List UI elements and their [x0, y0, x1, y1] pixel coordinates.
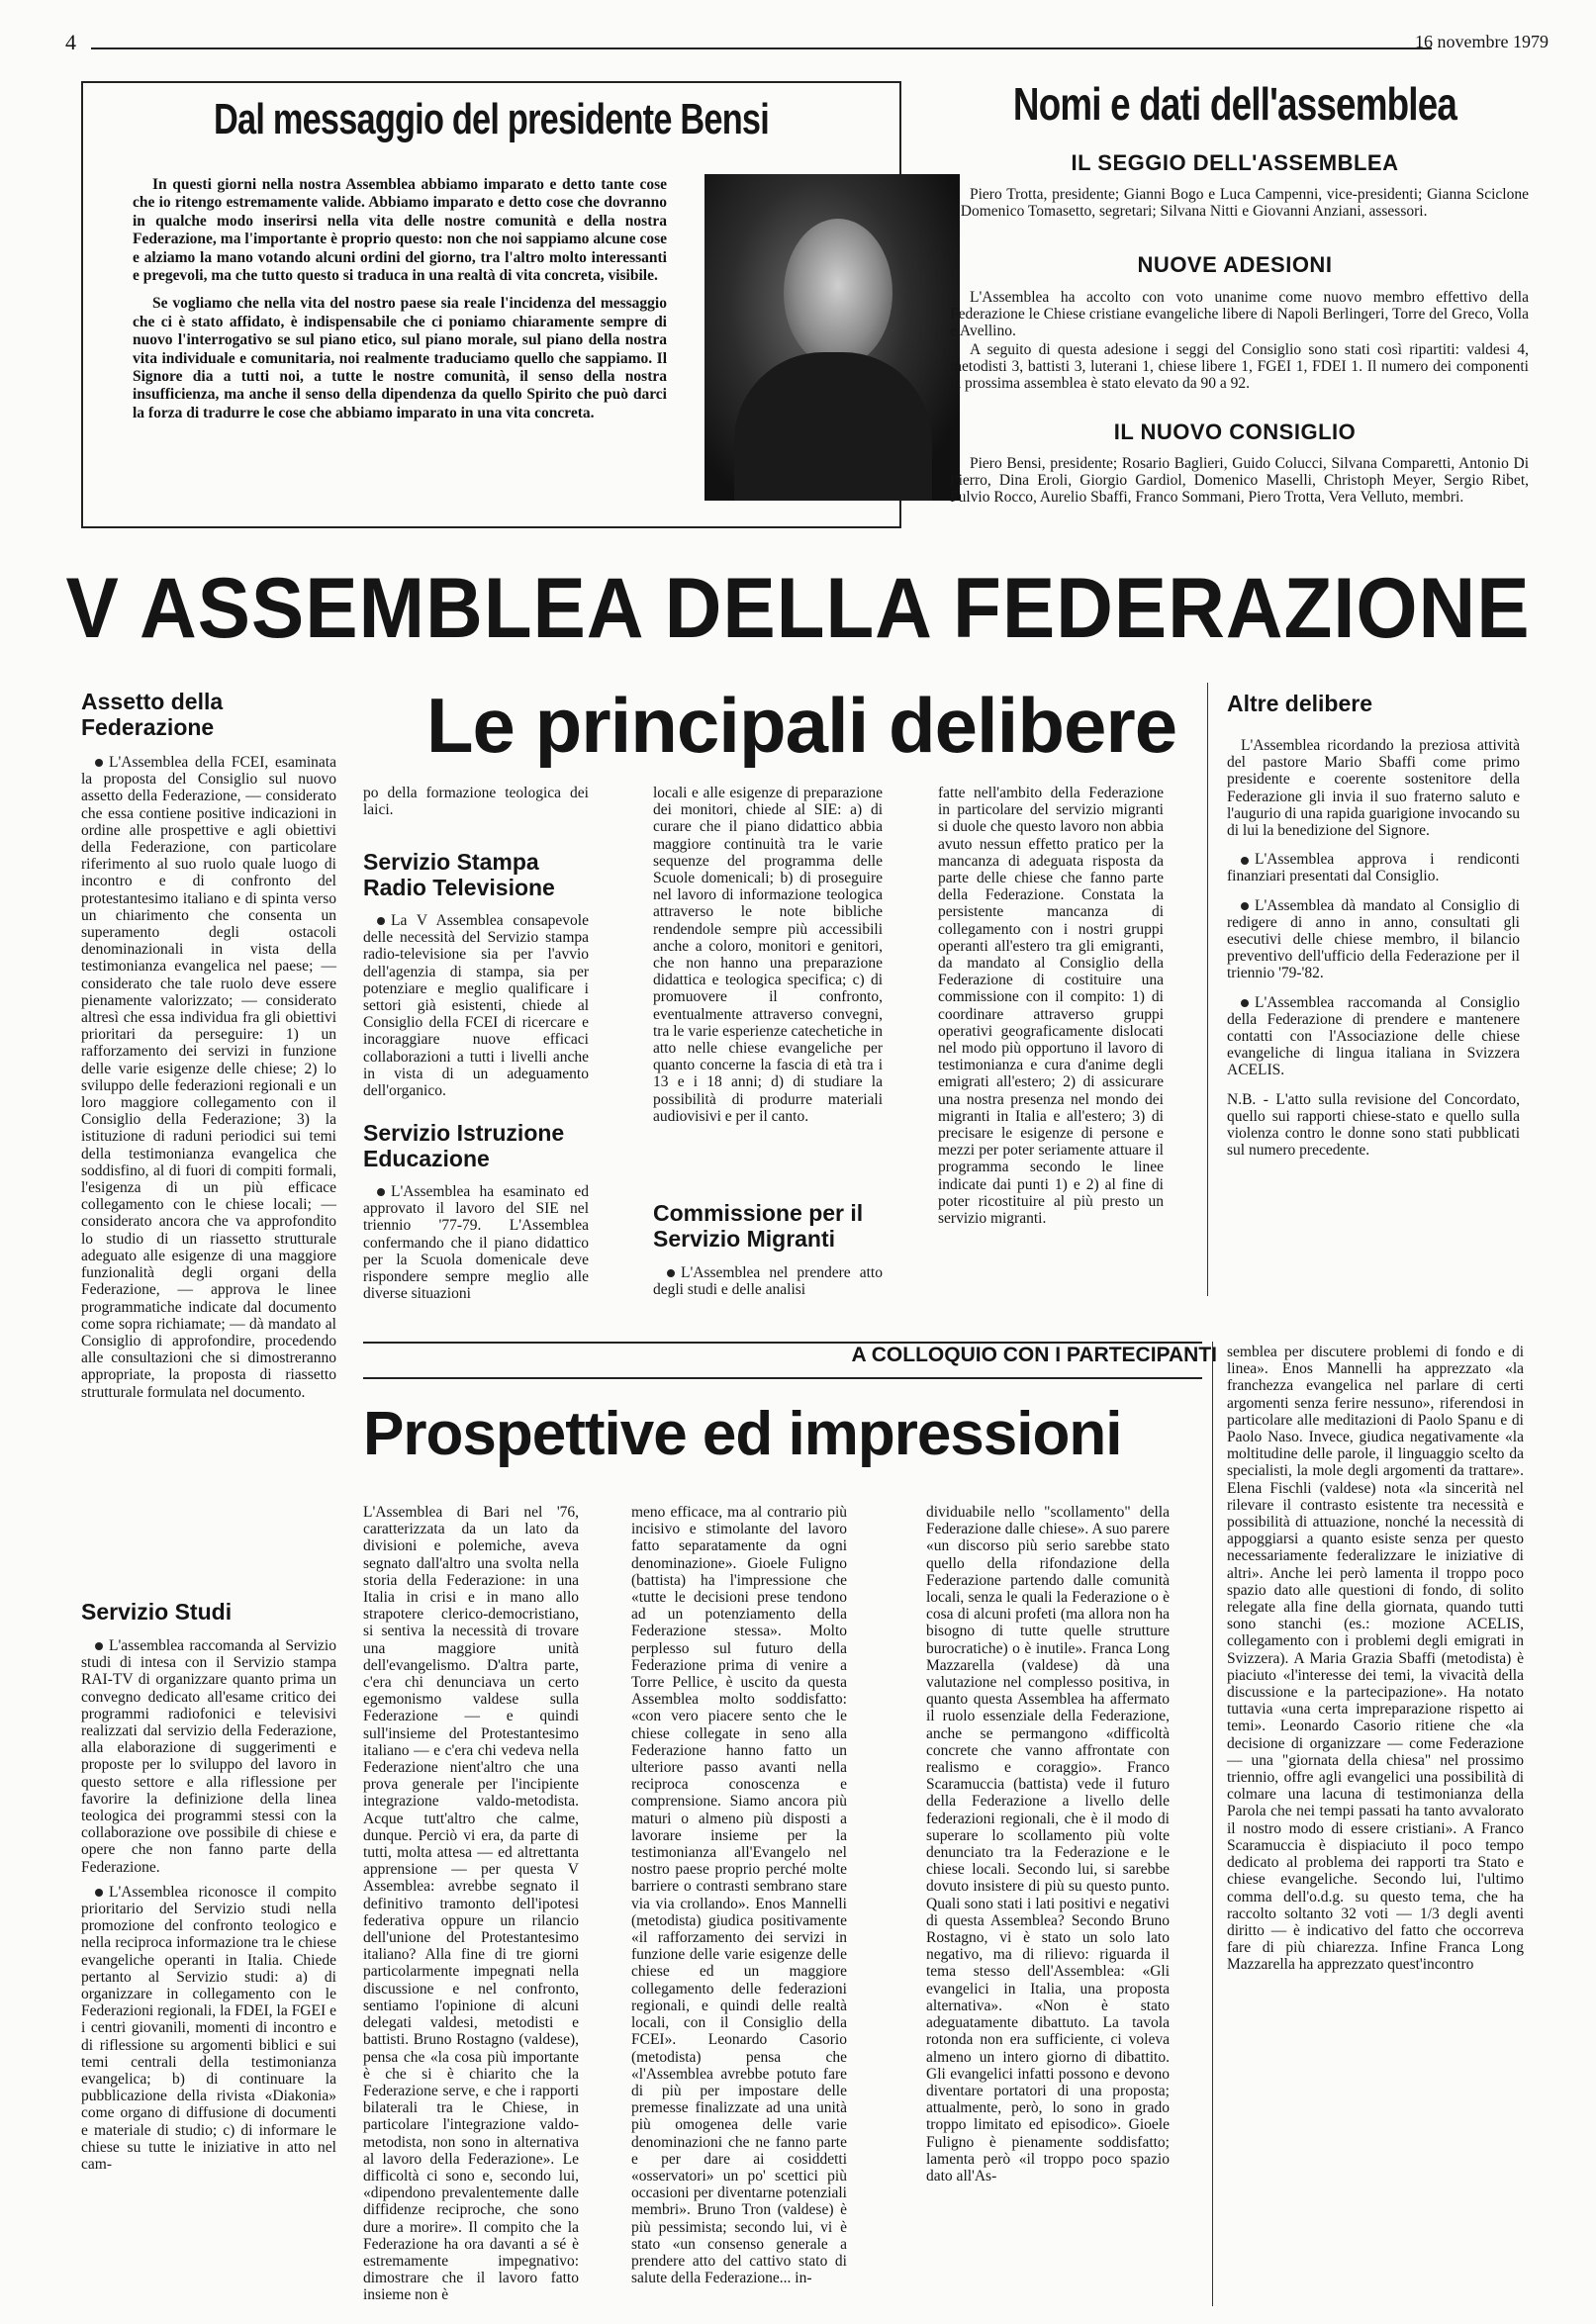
president-message-title: Dal messaggio del presidente Bensi [214, 95, 769, 143]
assetto-text [81, 754, 336, 1401]
bullet-icon [667, 1269, 675, 1277]
adesioni-text [950, 289, 1529, 394]
migranti-body: L'Assemblea nel prendere atto degli studi e delle analisi [653, 1264, 883, 1299]
photo-face-shape [784, 219, 892, 367]
studi-heading: Servizio Studi [81, 1599, 233, 1625]
altre-body-2: L'Assemblea approva i rendiconti finanziari presentati dal Consiglio. [1227, 851, 1520, 885]
adesioni-heading: NUOVE ADESIONI [1137, 252, 1333, 277]
president-paragraph: In questi giorni nella nostra Assemblea abbiamo imparato e detto tante cose che io ritengo estremamente valide. Abbiamo imparato e detto cose che dovranno in qualche modo inserirsi nella vita delle nostre comunità e della nostra Federazione, ma l'importante è proprio questo: non che noi sappiamo alcune cose e alziamo la mano votando alcuni ordini del giorno, tra l'altro molto interessanti e pregevoli, ma che tutto questo si traduca in una realtà di vita concreta, visibile. [133, 176, 667, 285]
main-banner: V ASSEMBLEA DELLA FEDERAZIONE [65, 561, 1531, 656]
issue-date: 16 novembre 1979 [1415, 32, 1549, 51]
assetto-heading: Assetto della Federazione [81, 689, 224, 740]
istruzione-text [363, 1183, 589, 1302]
migranti-text [653, 1264, 883, 1298]
bullet-icon [1241, 857, 1249, 865]
stampa-text [363, 912, 589, 1099]
altre-paragraph [1227, 897, 1520, 982]
president-message-text [133, 176, 667, 432]
consiglio-paragraph: Piero Bensi, presidente; Rosario Baglieri, Guido Colucci, Silvana Comparetti, Antonio Di Pierro, Dina Eroli, Giorgio Gardiol, Domenico Maselli, Christoph Meyer, Sergio Ribet, Fulvio Rocco, Aurelio Sbaffi, Franco Sommani, Piero Trotta, Vera Velluto, membri. [950, 455, 1529, 506]
bullet-icon [377, 917, 385, 925]
altre-paragraph [1227, 994, 1520, 1079]
istruzione-body: L'Assemblea ha esaminato ed approvato il lavoro del SIE nel triennio '77-79. L'Assemblea confermando che il piano didattico per la Scuola domenicale deve rispondere sempre meglio alle diverse situazioni [363, 1183, 589, 1303]
altre-paragraph [1227, 851, 1520, 884]
col3-text: locali e alle esigenze di preparazione dei monitori, chiede al SIE: a) di curare che il piano didattico abbia maggiore continuità tra le varie sequenze del programma delle Scuole domenicali; b) di proseguire nel lavoro di informazione teologica attraverso le note bibliche rendendole sempre più accessibili anche a coloro, monitori e genitori, che non hanno una preparazione didattica e teologica specifica; c) di promuovere il confronto, eventualmente attraverso convegni, tra le varie esperienze catechetiche in atto nelle chiese evangeliche per quanto concerne la fascia di età tra i 13 e i 18 anni; d) di studiare la possibilità di produrre materiali audiovisivi e per il canto. [653, 785, 883, 1125]
altre-text [1227, 737, 1520, 1159]
istruzione-heading: Servizio Istruzione Educazione [363, 1120, 565, 1171]
bullet-icon [377, 1188, 385, 1196]
page-number: 4 [65, 30, 76, 54]
altre-body-4: L'Assemblea raccomanda al Consiglio della Federazione di prendere e mantenere contatti con l'Associazione delle chiese evangeliche di lingua italiana in Svizzera ACELIS. [1227, 993, 1520, 1079]
consiglio-heading: IL NUOVO CONSIGLIO [1113, 419, 1357, 444]
altre-body-3: L'Assemblea dà mandato al Consiglio di redigere di anno in anno, consultati gli esecutivi delle chiese membro, il bilancio preventivo dell'ufficio della Federazione per il triennio '79-'82. [1227, 896, 1520, 982]
bullet-icon [95, 1642, 103, 1650]
bullet-icon [1241, 999, 1249, 1007]
header-rule [91, 47, 1432, 49]
prospettive-col1: L'Assemblea di Bari nel '76, caratterizzata da un lato da divisioni e polemiche, aveva segnato dall'altro una svolta nella storia della Federazione: in una Italia in crisi e in mano allo strapotere clerico-democristiano, si sentiva la necessità di trovare una maggiore unità dell'evangelismo. D'altra parte, c'era chi denunciava un certo egemonismo valdese sulla Federazione — e quindi sull'insieme del Protestantesimo italiano — e c'era chi vedeva nella Federazione nient'altro che una prova generale per l'incipiente integrazione valdo-metodista. Acque tutt'altro che calme, dunque. Perciò vi era, da parte di tutti, molta attesa — ed altrettanta apprensione — per questa V Assemblea: avrebbe segnato il definitivo tramonto dell'ipotesi federativa oppure un rilancio dell'unione del Protestantesimo italiano? Alla fine di tre giorni particolarmente impegnati nella discussione e nel confronto, sentiamo l'opinione di alcuni delegati valdesi, metodisti e battisti. Bruno Rostagno (valdese), pensa che «la cosa più importante è che si è chiarito che la Federazione serve, e che i rapporti bilaterali tra le Chiese, in particolare l'integrazione valdo-metodista, non sono in alternativa al lavoro della Federazione». Le difficoltà ci sono e, secondo lui, «dipendono prevalentemente dalle diffidenze reciproche, che sono dure a morire». Il compito che la Federazione ha ora davanti a sé è estremamente impegnativo: dimostrare che il lavoro fatto insieme non è [363, 1504, 579, 2304]
migranti-heading: Commissione per il Servizio Migranti [653, 1200, 864, 1252]
altre-paragraph: L'Assemblea ricordando la preziosa attività del pastore Mario Sbaffi come primo presidente e coerente sostenitore della Federazione gli invia il suo fraterno saluto e l'augurio di una rapida guarigione invocando su di lui la benedizione del Signore. [1227, 737, 1520, 840]
studi-paragraph [81, 1637, 336, 1876]
prospettive-col3: dividuabile nello "scollamento" della Federazione dalle chiese». A suo parere «un discorso più serio sarebbe stato quello della rifondazione della Federazione partendo dalle comunità locali, senza le quali la Federazione o è cosa di alcuni profeti (ma allora non ha bisogno di tutte quelle strutture burocratiche) o è inutile». Franca Long Mazzarella (valdese) dà una valutazione nel complesso positiva, in quanto questa Assemblea ha affermato il ruolo essenziale della Federazione, anche se permangono «difficoltà concrete che vanno affrontate con realismo e coraggio». Franco Scaramuccia (battista) vede il futuro della Federazione a livello delle federazioni regionali, che è il modo di superare lo scollamento più volte denunciato tra la Federazione e le chiese locali. Secondo lui, si sarebbe dovuto insistere di più su questo punto. Quali sono stati i lati positivi e negativi di questa Assemblea? Secondo Bruno Rostagno, vi è stato un solo lato negativo, ma di rilievo: riguarda il tema stesso dell'Assemblea: «Gli evangelici in Italia, una proposta alternativa». «Non è stato adeguatamente dibattuto. La tavola rotonda non era sufficiente, ci voleva almeno un intero giorno di dibattito. Gli evangelici infatti possono e devono diventare portatori di una proposta; attualmente, però, lo sono in grado troppo limitato ed episodico». Gioele Fuligno è pienamente soddisfatto; lamenta però «il troppo poco spazio dato all'As- [926, 1504, 1170, 2185]
migranti-paragraph [653, 1264, 883, 1298]
adesioni-paragraph: A seguito di questa adesione i seggi del Consiglio sono stati così ripartiti: valdesi 4, metodisti 3, battisti 3, luterani 1, chiese libere 1, FGEI 1, FDEI 1. Il numero dei componenti la prossima assemblea è stato elevato da 90 a 92. [950, 341, 1529, 392]
column-divider [1212, 1342, 1213, 2306]
bullet-icon [95, 1889, 103, 1897]
altre-heading: Altre delibere [1227, 691, 1372, 716]
col2-top-text: po della formazione teologica dei laici. [363, 785, 589, 819]
column-divider [1207, 683, 1208, 1296]
seggio-heading: IL SEGGIO DELL'ASSEMBLEA [1071, 150, 1399, 175]
stampa-paragraph [363, 912, 589, 1099]
consiglio-text [950, 455, 1529, 508]
seggio-text [950, 186, 1529, 222]
studi-text [81, 1637, 336, 2173]
seggio-paragraph: Piero Trotta, presidente; Gianni Bogo e Luca Campenni, vice-presidenti; Gianna Sciclone e Domenico Tomasetto, segretari; Silvana Nitti e Giovanni Anziani, assessori. [950, 186, 1529, 220]
prospettive-col2: meno efficace, ma al contrario più incisivo e stimolante del lavoro fatto separatamente da ogni denominazione». Gioele Fuligno (battista) ha l'impressione che «tutte le decisioni prese tendono ad un potenziamento della Federazione stessa». Molto perplesso sul futuro della Federazione prima di venire a Torre Pellice, è uscito da questa Assemblea molto soddisfatto: «con vero piacere sento che le chiese collegate in seno alla Federazione hanno fatto un ulteriore passo avanti nella reciproca conoscenza e comprensione. Siamo ancora più maturi o almeno più disposti a lavorare insieme per la testimonianza all'Evangelo nel nostro paese proprio perché molte barriere o contrasti sembrano stare via via crollando». Enos Mannelli (metodista) giudica positivamente «il rafforzamento dei servizi in funzione delle varie esigenze delle chiese ed un maggiore collegamento delle federazioni regionali, e quindi delle realtà locali, con il Consiglio della FCEI». Leonardo Casorio (metodista) pensa che «l'Assemblea avrebbe potuto fare di più per impostare delle premesse finalizzate ad una unità più omogenea delle varie denominazioni che ne fanno parte e per dare ai cosiddetti «osservatori» un po' scettici più occasioni per diventarne potenziali membri». Bruno Tron (valdese) è più pessimista; secondo lui, vi è stato «un consenso generale a prendere atto del cattivo stato di salute della Federazione... in- [631, 1504, 847, 2287]
president-paragraph: Se vogliamo che nella vita del nostro paese sia reale l'incidenza del messaggio che ci è stato affidato, è indispensabile che ci poniamo chiaramente sempre di nuovo l'interrogativo se sul piano etico, sul piano morale, sul piano della nostra vita individuale e comunitaria, noi realmente traduciamo quello che sappiamo. Il Signore dia a tutti noi, a tutte le nostre comunità, il senso della nostra insufficienza, ma anche il senso della dipendenza da quello Spirito che può darci la forza di tradurre le cose che abbiamo imparato in una vita concreta. [133, 295, 667, 421]
studi-body-2: L'Assemblea riconosce il compito prioritario del Servizio studi nella promozione del confronto teologico e nella reciproca informazione tra le chiese evangeliche operanti in Italia. Chiede pertanto al Servizio studi: a) di organizzare in collegamento con le Federazioni regionali, la FDEI, la FGEI e i centri giovanili, momenti di incontro e di riflessione su argomenti biblici e sui temi centrali della testimonianza evangelica; b) di continuare la pubblicazione della rivista «Diakonia» come organo di diffusione di documenti e materiale di studio; c) di informare le chiese su tutte le iniziative in atto nel cam- [81, 1883, 336, 2174]
prospettive-col4: semblea per discutere problemi di fondo e di linea». Enos Mannelli ha apprezzato «la franchezza evangelica nel parlare di certi argomenti senza ferire nessuno», riferendosi in particolare alle meditazioni di Paolo Spanu e di Paolo Naso. Invece, giudica negativamente «la moltitudine delle parole, il linguaggio scelto da specialisti, la mole degli argomenti da trattare». Elena Fischli (valdese) nota «la sincerità nel rilevare il contrasto esistente tra necessità e possibilità di attuazione, nonché la necessità di appoggiarsi a quanto esiste senza per questo necessariamente federalizzare le iniziative di altri». Anche lei però lamenta il troppo poco spazio dato alle questioni di fondo, di solito relegate alla fine della giornata, quando tutti sono stanchi (es.: mozione ACELIS, collegamento con i problemi degli emigrati in Svizzera). A Maria Grazia Sbaffi (metodista) è piaciuto «l'interesse dei temi, la vivacità della discussione e la partecipazione». Ha notato tuttavia «una certa impreparazione rispetto ai temi». Leonardo Casorio ritiene che «la decisione di organizzare — come Federazione — una "giornata della chiesa" nel prossimo triennio, offre agli evangelici una possibilità di colmare una lacuna di testimonianza della Parola che nei tempi passati ha tanto avvalorato il nostro modo di essere cristiani». A Franco Scaramuccia è dispiaciuto il poco tempo dedicato al problema dei rapporti tra Stato e chiese evangeliche. Secondo lui, l'ultimo comma dell'o.d.g. su questo tema, che ha raccolto soltanto 32 voti — 1/3 degli aventi diritto — è indicativo del fatto che occorreva fare di più chiarezza. Infine Franca Long Mazzarella ha apprezzato quest'incontro [1227, 1344, 1524, 1974]
president-photo [704, 174, 960, 501]
bullet-icon [1241, 902, 1249, 910]
prospettive-kicker: A COLLOQUIO CON I PARTECIPANTI [851, 1344, 1217, 1366]
prospettive-title: Prospettive ed impressioni [363, 1400, 1122, 1468]
studi-paragraph [81, 1884, 336, 2173]
delibere-title: Le principali delibere [425, 682, 1177, 769]
studi-body-1: L'assemblea raccomanda al Servizio studi di intesa con il Servizio stampa RAI-TV di organizzare quanto prima un convegno dedicato all'esame critico dei programmi radiofonici e televisivi realizzati dal servizio della Federazione, alla elaborazione di suggerimenti e proposte per lo sviluppo del lavoro in questo settore e alla riflessione per favorire la definizione della linea teologica dei programmi stessi con la collaborazione ove possibile di chiese e opere che non fanno parte della Federazione. [81, 1637, 336, 1876]
stampa-heading: Servizio Stampa Radio Televisione [363, 849, 555, 900]
istruzione-paragraph [363, 1183, 589, 1302]
stampa-body: La V Assemblea consapevole delle necessità del Servizio stampa radio-televisione sia per l'avvio dell'agenzia di stampa, sia per potenziare e meglio qualificare i settori già esistenti, chiede al Consiglio della FCEI di ricercare e incoraggiare nuove efficaci collaborazioni a tutti i livelli anche in vista di un adeguamento dell'organico. [363, 912, 589, 1100]
altre-nb: N.B. - L'atto sulla revisione del Concordato, quello sui rapporti chiese-stato e quello sulla violenza contro le donne sono stati pubblicati sul numero precedente. [1227, 1090, 1520, 1160]
col4-text: fatte nell'ambito della Federazione in particolare del servizio migranti si duole che questo lavoro non abbia avuto nessun effetto pratico per la mancanza di adeguata risposta da parte delle chiese che fanno parte della Federazione. Constata la persistente mancanza di collegamento con i nostri gruppi operanti all'estero tra gli emigranti, da mandato al Consiglio della Federazione di costituire una commissione con il compito: 1) di coordinare attraverso gruppi operativi geograficamente dislocati nel modo più opportuno il lavoro di testimonianza e cura d'anime degli emigrati all'estero; 2) di assicurare una nostra presenza nel mondo dei migranti in Italia e all'estero; 3) di precisare le esigenze di persone e mezzi per poter seriamente attuare il programma secondo le linee indicate dai punti 1) e 2) al fine di poter ricostituire al più presto un servizio migranti. [938, 785, 1164, 1228]
assetto-body: L'Assemblea della FCEI, esaminata la proposta del Consiglio sul nuovo assetto della Federazione, — considerato che essa contiene positive indicazioni in ordine alle prospettive e agli obiettivi della Federazione, con particolare riferimento al suo ruolo quale luogo di incontro e di confronto del protestantesimo italiano e di spinta verso un chiarimento che consenta un superamento degli ostacoli denominazionali in vista della testimonianza evangelica nel paese; — considerato che tale ruolo deve essere pienamente valorizzato; — considerato altresì che essa individua fra gli obiettivi prioritari da perseguire: 1) un rafforzamento dei servizi in funzione delle varie esigenze delle chiese; 2) lo sviluppo delle federazioni regionali e un loro maggiore collegamento con il Consiglio della Federazione; 3) la istituzione di raduni periodici sui temi della testimonianza evangelica che soddisfino, al di fuori di compiti formali, l'esigenza di un più efficace collegamento con le chiese locali; — considerato ancora che va approfondito lo studio di un riassetto strutturale adeguato alle esigenze di una maggiore funzionalità degli organi della Federazione, — approva le linee programmatiche indicate dal documento come sopra richiamate; — dà mandato al Consiglio di approfondire, procedendo alle consultazioni che si dimostreranno appropriate, la proposta di riassetto strutturale formulata nel documento. [81, 754, 336, 1401]
president-message-box [81, 81, 901, 528]
adesioni-paragraph: L'Assemblea ha accolto con voto unanime come nuovo membro effettivo della Federazione le Chiese cristiane evangeliche libere di Napoli Berlingeri, Torre del Greco, Volla e Avellino. [950, 289, 1529, 339]
assembly-data-title: Nomi e dati dell'assemblea [1012, 78, 1457, 130]
bullet-icon [95, 759, 103, 767]
photo-body-shape [734, 352, 932, 501]
section-rule [363, 1377, 1202, 1379]
assetto-paragraph [81, 754, 336, 1401]
